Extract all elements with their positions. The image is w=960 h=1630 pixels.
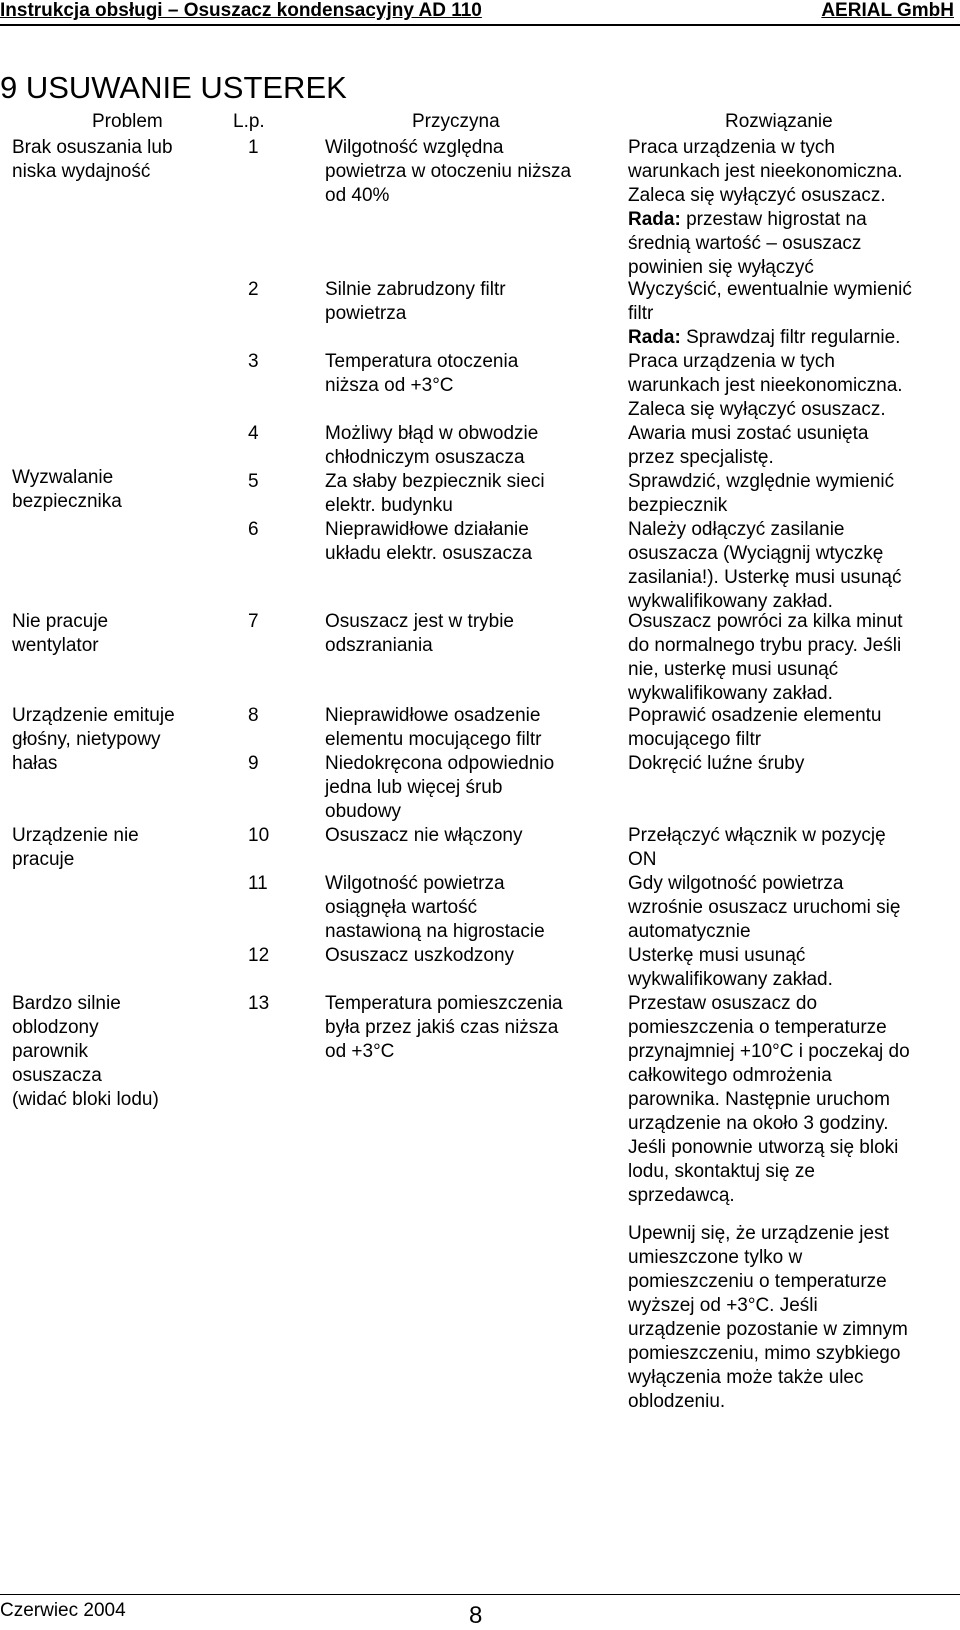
cause-cell-line: od +3°C: [325, 1041, 395, 1062]
solution-cell-line: Gdy wilgotność powietrza: [628, 873, 844, 894]
solution-cell-line: lodu, skontaktuj się ze: [628, 1161, 815, 1182]
solution-cell-line: Usterkę musi usunąć: [628, 945, 806, 966]
tip-text: średnią wartość – osuszacz: [628, 233, 862, 254]
problem-cell-line: (widać bloki lodu): [12, 1089, 159, 1110]
solution-cell: [628, 422, 958, 470]
cause-cell: [325, 350, 615, 398]
problem-cell-line: Brak osuszania lub: [12, 137, 173, 158]
cause-cell: [325, 422, 615, 470]
solution-cell-line: Przełączyć włącznik w pozycję: [628, 825, 886, 846]
cause-cell-line: Za słaby bezpiecznik sieci: [325, 471, 545, 492]
solution-cell-line: Należy odłączyć zasilanie: [628, 519, 845, 540]
row-number: 7: [248, 611, 259, 632]
problem-cell-line: Nie pracuje: [12, 611, 109, 632]
solution-cell-line: wykwalifikowany zakład.: [628, 969, 833, 990]
solution-cell-line: sprzedawcą.: [628, 1185, 735, 1206]
row-number: 1: [248, 137, 259, 158]
solution-cell: [628, 824, 958, 872]
solution-cell-line: Zaleca się wyłączyć osuszacz.: [628, 185, 886, 206]
cause-cell-line: Wilgotność powietrza: [325, 873, 505, 894]
solution-cell-line: przynajmniej +10°C i poczekaj do: [628, 1041, 910, 1062]
cause-cell-line: Możliwy błąd w obwodzie: [325, 423, 539, 444]
cause-cell-line: Temperatura pomieszczenia: [325, 993, 563, 1014]
solution-cell-line: Sprawdzić, względnie wymienić: [628, 471, 895, 492]
col-header-lp: L.p.: [233, 111, 265, 132]
col-header-cause: Przyczyna: [412, 111, 500, 132]
cause-cell: [325, 278, 615, 326]
solution-cell-line: warunkach jest nieekonomiczna.: [628, 161, 903, 182]
solution-cell-line: wykwalifikowany zakład.: [628, 591, 833, 612]
solution-cell: [628, 278, 958, 350]
problem-cell-line: parownik: [12, 1041, 89, 1062]
solution-cell-line: Praca urządzenia w tych: [628, 351, 835, 372]
page-number: 8: [469, 1602, 483, 1629]
solution-cell-line: nie, usterkę musi usunąć: [628, 659, 839, 680]
solution-cell-line: wzrośnie osuszacz uruchomi się: [628, 897, 901, 918]
row-number: 8: [248, 705, 259, 726]
cause-cell: [325, 824, 615, 848]
solution-note-line: pomieszczeniu o temperaturze: [628, 1271, 887, 1292]
solution-cell-line: pomieszczenia o temperaturze: [628, 1017, 887, 1038]
cause-cell-line: obudowy: [325, 801, 402, 822]
problem-cell: [12, 466, 232, 514]
tip-label: Rada:: [628, 209, 681, 230]
problem-cell-line: wentylator: [12, 635, 99, 656]
cause-cell-line: Osuszacz jest w trybie: [325, 611, 514, 632]
problem-cell-line: pracuje: [12, 849, 75, 870]
cause-cell-line: Wilgotność względna: [325, 137, 504, 158]
cause-cell: [325, 518, 615, 566]
cause-cell-line: Niedokręcona odpowiednio: [325, 753, 555, 774]
solution-cell-line: osuszacza (Wyciągnij wtyczkę: [628, 543, 884, 564]
solution-cell-line: automatycznie: [628, 921, 751, 942]
problem-cell: [12, 136, 232, 184]
solution-cell-line: do normalnego trybu pracy. Jeśli: [628, 635, 902, 656]
solution-cell: [628, 704, 958, 752]
solution-cell-line: filtr: [628, 303, 654, 324]
solution-cell-line: Przestaw osuszacz do: [628, 993, 818, 1014]
tip-line: [628, 232, 958, 256]
solution-cell-line: zasilania!). Usterkę musi usunąć: [628, 567, 902, 588]
problem-cell: [12, 824, 232, 872]
cause-cell-line: odszraniania: [325, 635, 433, 656]
table-header-row: [0, 110, 960, 136]
footer-date: Czerwiec 2004: [0, 1600, 126, 1621]
row-number: 13: [248, 993, 270, 1014]
cause-cell-line: Nieprawidłowe osadzenie: [325, 705, 541, 726]
tip-line: [628, 208, 958, 232]
solution-cell-line: parownika. Następnie uruchom: [628, 1089, 890, 1110]
problem-cell-line: niska wydajność: [12, 161, 151, 182]
section-title: 9 USUWANIE USTEREK: [0, 70, 347, 105]
row-number: 3: [248, 351, 259, 372]
problem-cell-line: Urządzenie emituje: [12, 705, 175, 726]
solution-cell-line: całkowitego odmrożenia: [628, 1065, 832, 1086]
cause-cell-line: układu elektr. osuszacza: [325, 543, 533, 564]
problem-cell-line: Urządzenie nie: [12, 825, 139, 846]
cause-cell-line: Temperatura otoczenia: [325, 351, 519, 372]
solution-cell: [628, 518, 958, 614]
solution-cell-line: Praca urządzenia w tych: [628, 137, 835, 158]
col-header-solution: Rozwiązanie: [725, 111, 833, 132]
header-rule: [0, 24, 960, 26]
solution-note: [628, 1222, 958, 1414]
cause-cell-line: powietrza w otoczeniu niższa: [325, 161, 572, 182]
cause-cell: [325, 992, 615, 1064]
solution-note-line: pomieszczeniu, mimo szybkiego: [628, 1343, 901, 1364]
solution-cell-line: mocującego filtr: [628, 729, 762, 750]
solution-cell-line: Osuszacz powróci za kilka minut: [628, 611, 903, 632]
cause-cell-line: Osuszacz uszkodzony: [325, 945, 515, 966]
row-number: 6: [248, 519, 259, 540]
cause-cell-line: była przez jakiś czas niższa: [325, 1017, 559, 1038]
tip-label: Rada:: [628, 327, 681, 348]
cause-cell: [325, 872, 615, 944]
cause-cell-line: od 40%: [325, 185, 390, 206]
cause-cell-line: chłodniczym osuszacza: [325, 447, 525, 468]
row-number: 5: [248, 471, 259, 492]
solution-cell-line: bezpiecznik: [628, 495, 728, 516]
solution-note-line: urządzenie pozostanie w zimnym: [628, 1319, 908, 1340]
header-title: Instrukcja obsługi – Osuszacz kondensacyjny AD 110: [0, 0, 482, 21]
solution-cell-line: urządzenie na około 3 godziny.: [628, 1113, 889, 1134]
solution-cell-line: wykwalifikowany zakład.: [628, 683, 833, 704]
tip-text: przestaw higrostat na: [686, 209, 867, 230]
cause-cell: [325, 470, 615, 518]
tip-text: powinien się wyłączyć: [628, 257, 814, 278]
problem-cell: [12, 704, 232, 776]
cause-cell-line: Nieprawidłowe działanie: [325, 519, 529, 540]
problem-cell: [12, 610, 232, 658]
solution-note-line: Upewnij się, że urządzenie jest: [628, 1223, 889, 1244]
page-header: [0, 0, 960, 28]
problem-cell-line: głośny, nietypowy: [12, 729, 161, 750]
solution-cell: [628, 350, 958, 422]
solution-cell-line: Awaria musi zostać usunięta: [628, 423, 869, 444]
solution-cell: [628, 752, 958, 776]
row-number: 10: [248, 825, 270, 846]
row-number: 11: [248, 873, 268, 894]
cause-cell: [325, 136, 615, 208]
cause-cell-line: Silnie zabrudzony filtr: [325, 279, 506, 300]
row-number: 9: [248, 753, 259, 774]
row-number: 2: [248, 279, 259, 300]
cause-cell-line: powietrza: [325, 303, 407, 324]
solution-cell-line: ON: [628, 849, 657, 870]
problem-cell-line: Wyzwalanie: [12, 467, 114, 488]
solution-cell: [628, 872, 958, 944]
footer-rule: [0, 1594, 960, 1595]
tip-line: [628, 326, 958, 350]
problem-cell-line: oblodzony: [12, 1017, 99, 1038]
cause-cell-line: niższa od +3°C: [325, 375, 454, 396]
solution-cell: [628, 470, 958, 518]
cause-cell-line: elektr. budynku: [325, 495, 453, 516]
solution-cell-line: Dokręcić luźne śruby: [628, 753, 805, 774]
row-number: 4: [248, 423, 259, 444]
solution-cell: [628, 944, 958, 992]
problem-cell-line: hałas: [12, 753, 58, 774]
solution-cell-line: warunkach jest nieekonomiczna.: [628, 375, 903, 396]
cause-cell: [325, 704, 615, 752]
problem-cell-line: osuszacza: [12, 1065, 102, 1086]
cause-cell-line: osiągnęła wartość: [325, 897, 478, 918]
cause-cell-line: Osuszacz nie włączony: [325, 825, 523, 846]
solution-cell-line: Poprawić osadzenie elementu: [628, 705, 882, 726]
solution-cell: [628, 610, 958, 706]
solution-cell: [628, 992, 958, 1208]
cause-cell: [325, 944, 615, 968]
row-number: 12: [248, 945, 270, 966]
solution-cell-line: Zaleca się wyłączyć osuszacz.: [628, 399, 886, 420]
cause-cell-line: elementu mocującego filtr: [325, 729, 542, 750]
cause-cell-line: nastawioną na higrostacie: [325, 921, 545, 942]
solution-note-line: wyższej od +3°C. Jeśli: [628, 1295, 818, 1316]
solution-cell-line: przez specjalistę.: [628, 447, 774, 468]
problem-cell-line: bezpiecznika: [12, 491, 122, 512]
solution-cell: [628, 136, 958, 280]
tip-text: Sprawdzaj filtr regularnie.: [686, 327, 901, 348]
tip-line: [628, 256, 958, 280]
cause-cell-line: jedna lub więcej śrub: [325, 777, 503, 798]
solution-note-line: umieszczone tylko w: [628, 1247, 803, 1268]
cause-cell: [325, 610, 615, 658]
header-company: AERIAL GmbH: [821, 0, 954, 21]
solution-note-line: oblodzeniu.: [628, 1391, 726, 1412]
problem-cell: [12, 992, 232, 1112]
col-header-problem: Problem: [92, 111, 163, 132]
solution-cell-line: Jeśli ponownie utworzą się bloki: [628, 1137, 899, 1158]
solution-cell-line: Wyczyścić, ewentualnie wymienić: [628, 279, 912, 300]
problem-cell-line: Bardzo silnie: [12, 993, 121, 1014]
cause-cell: [325, 752, 615, 824]
solution-note-line: wyłączenia może także ulec: [628, 1367, 864, 1388]
